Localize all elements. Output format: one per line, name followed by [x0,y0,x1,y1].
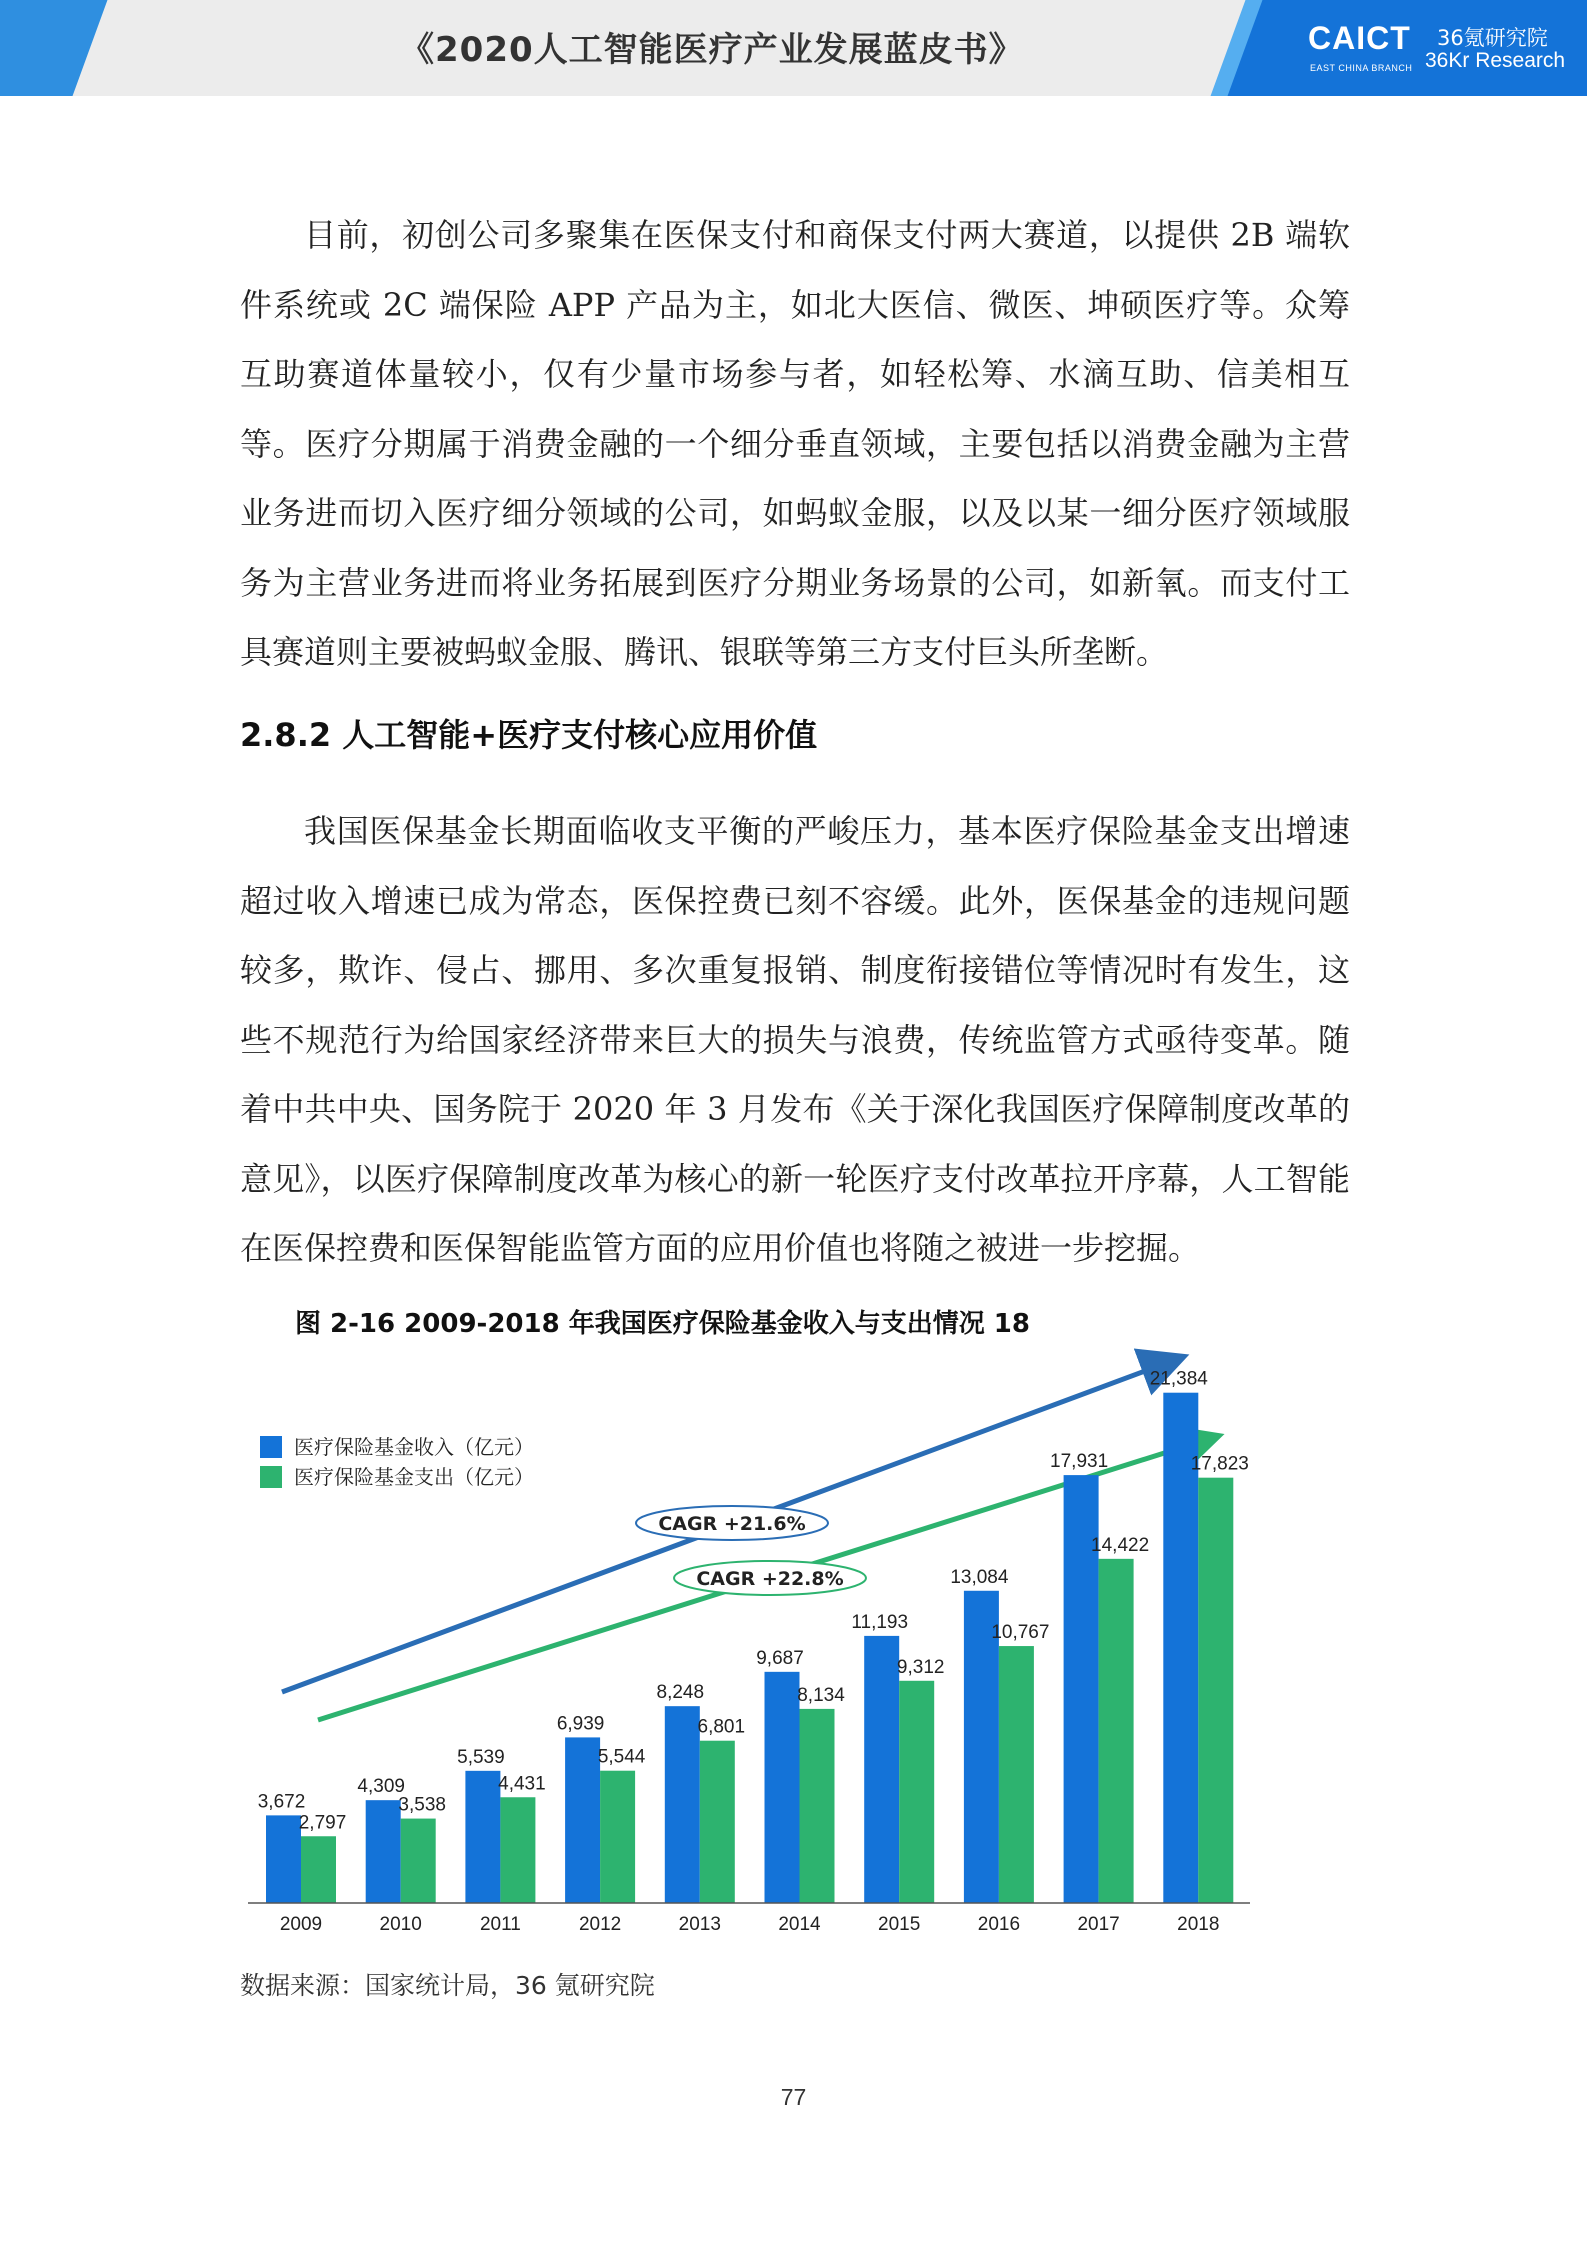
caict-logo-subtitle: EAST CHINA BRANCH [1310,63,1413,73]
x-tick-label-2011: 2011 [479,1914,521,1935]
data-label-income-2012: 6,939 [556,1713,605,1735]
x-tick-label-2015: 2015 [878,1914,921,1935]
data-label-income-2015: 11,193 [851,1611,909,1633]
data-label-expense-2011: 4,431 [498,1773,546,1795]
data-label-expense-2015: 9,312 [896,1656,945,1678]
x-tick-label-2013: 2013 [678,1914,721,1935]
data-source-note: 数据来源：国家统计局，36 氪研究院 [240,1971,655,2000]
x-tick-label-2009: 2009 [279,1914,323,1935]
x-axis-ticks [280,1914,1220,1935]
bar-income-2011 [465,1771,500,1903]
bar-expense-2015 [899,1681,934,1903]
bar-income-2010 [366,1800,401,1903]
legend-label-expense: 医疗保险基金支出（亿元） [294,1465,534,1489]
bar-expense-2014 [800,1709,835,1903]
data-label-expense-2009: 2,797 [298,1812,347,1834]
data-label-income-2010: 4,309 [357,1776,405,1798]
page-number: 77 [780,2084,807,2110]
bar-income-2015 [864,1636,899,1903]
bar-expense-2011 [500,1797,535,1903]
caict-logo: CAICT [1308,20,1411,56]
data-label-expense-2016: 10,767 [991,1622,1050,1644]
bar-expense-2017 [1099,1559,1134,1903]
data-label-income-2014: 9,687 [756,1647,804,1669]
data-label-income-2018: 21,384 [1149,1368,1208,1390]
data-label-expense-2014: 8,134 [797,1684,845,1706]
x-tick-label-2010: 2010 [379,1914,422,1935]
data-label-income-2017: 17,931 [1050,1451,1109,1473]
bar-expense-2013 [700,1741,735,1903]
document-title: 《2020人工智能医疗产业发展蓝皮书》 [400,30,1024,70]
x-tick-label-2017: 2017 [1077,1914,1120,1935]
legend-swatch-income [260,1436,282,1458]
bar-expense-2012 [600,1771,635,1903]
figure-caption: 图 2-16 2009-2018 年我国医疗保险基金收入与支出情况 18 [295,1309,1030,1339]
income-cagr-label: CAGR +21.6% [658,1513,806,1535]
chart-legend [260,1435,534,1489]
header-decor-left [0,0,107,96]
bar-income-2013 [665,1706,700,1903]
bar-chart [240,1340,1310,1950]
x-tick-label-2014: 2014 [778,1914,821,1935]
bar-expense-2016 [999,1646,1034,1903]
body-paragraph-1: 目前，初创公司多聚集在医保支付和商保支付两大赛道，以提供 2B 端软件系统或 2C 端保险 APP 产品为主，如北大医信、微医、坤硕医疗等。众筹互助赛道体量较小，仅有少量市场参与者，如轻松筹、水滴互助、信美相互等。医疗分期属于消费金融的一个细分垂直领域，主要包括以消费金融为主营业务进而切入医疗细分领域的公司，如蚂蚁金服，以及以某一细分医疗领域服务为主营业务进而将业务拓展到医疗分期业务场景的公司，如新氧。而支付工具赛道则主要被蚂蚁金服、腾讯、银联等第三方支付巨头所垄断。 [240,216,1350,671]
x-tick-label-2018: 2018 [1177,1914,1220,1935]
data-label-income-2013: 8,248 [656,1682,705,1704]
expense-cagr-label: CAGR +22.8% [696,1568,844,1590]
bar-income-2014 [765,1672,800,1903]
legend-swatch-expense [260,1466,282,1488]
data-label-income-2011: 5,539 [457,1746,505,1768]
x-tick-label-2016: 2016 [977,1914,1021,1935]
x-tick-label-2012: 2012 [578,1914,622,1935]
bar-income-2012 [565,1737,600,1903]
36kr-logo-en: 36Kr Research [1425,49,1566,72]
bar-expense-2009 [301,1836,336,1903]
data-label-income-2016: 13,084 [950,1566,1009,1588]
data-label-expense-2010: 3,538 [398,1794,446,1816]
data-label-expense-2017: 14,422 [1091,1534,1150,1556]
legend-label-income: 医疗保险基金收入（亿元） [294,1435,534,1459]
data-label-expense-2018: 17,823 [1190,1453,1249,1475]
data-label-expense-2012: 5,544 [597,1746,646,1768]
data-label-expense-2013: 6,801 [697,1716,746,1738]
bar-expense-2018 [1198,1478,1233,1903]
36kr-logo-cn: 36氪研究院 [1437,26,1548,50]
bar-expense-2010 [401,1819,436,1903]
body-paragraph-2: 我国医保基金长期面临收支平衡的严峻压力，基本医疗保险基金支出增速超过收入增速已成为常态，医保控费已刻不容缓。此外，医保基金的违规问题较多，欺诈、侵占、挪用、多次重复报销、制度衔接错位等情况时有发生，这些不规范行为给国家经济带来巨大的损失与浪费，传统监管方式亟待变革。随着中共中央、国务院于 2020 年 3 月发布《关于深化我国医疗保障制度改革的意见》，以医疗保障制度改革为核心的新一轮医疗支付改革拉开序幕，人工智能在医保控费和医保智能监管方面的应用价值也将随之被进一步挖掘。 [240,812,1350,1267]
bar-income-2009 [266,1815,301,1903]
section-heading: 2.8.2 人工智能+医疗支付核心应用价值 [240,716,818,754]
data-label-income-2009: 3,672 [257,1791,306,1813]
page-header [0,0,1587,96]
